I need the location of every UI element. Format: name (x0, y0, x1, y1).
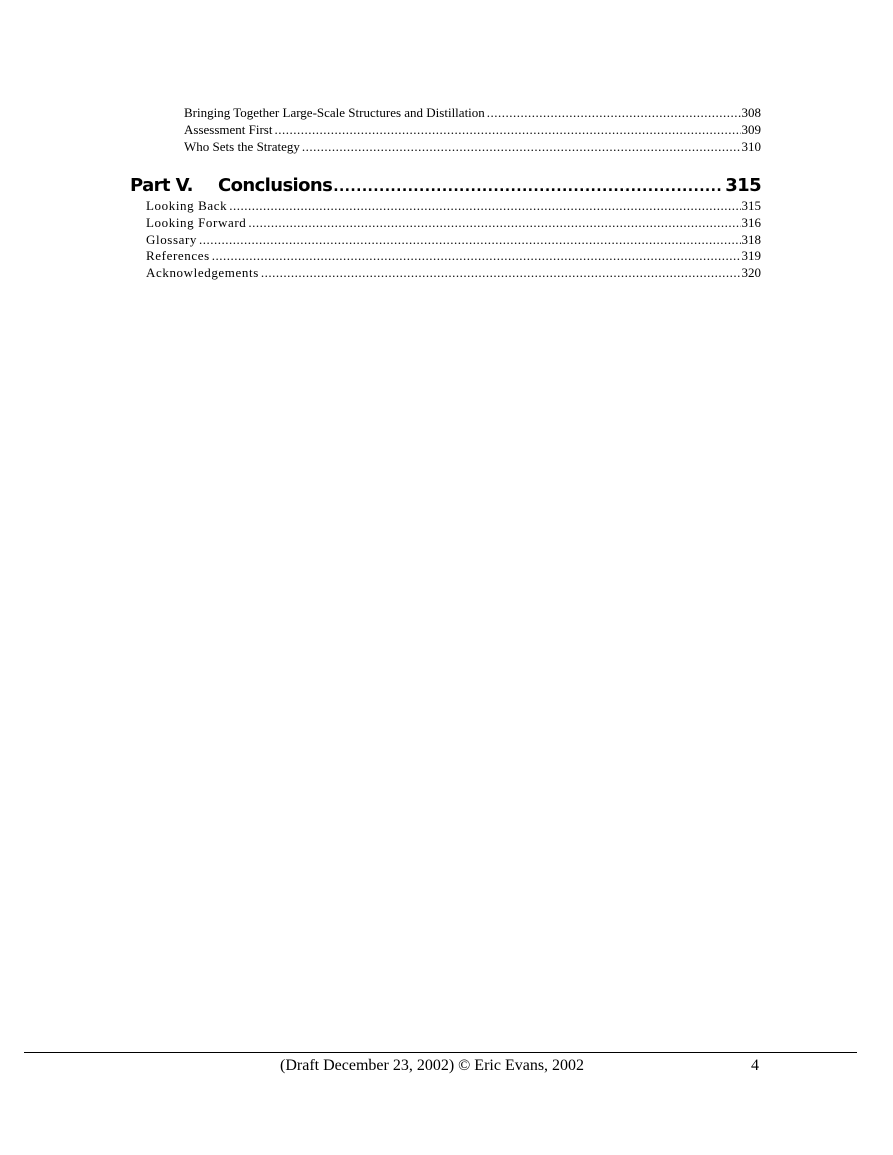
dot-leader (274, 121, 740, 138)
toc-entry-title: Glossary (146, 232, 198, 247)
toc-entry-page: 310 (741, 139, 761, 154)
toc-entry-page: 320 (741, 265, 761, 280)
toc-entry-title: References (146, 248, 210, 263)
toc-part-heading[interactable] (130, 174, 761, 198)
footer-page-number: 4 (751, 1057, 759, 1074)
toc-entry-page: 319 (741, 248, 761, 263)
dot-leader (302, 138, 741, 155)
toc-entry[interactable] (184, 121, 761, 138)
toc-entry-title: Looking Forward (146, 215, 247, 230)
toc-entry-title: Bringing Together Large-Scale Structures and Distillation (184, 105, 485, 120)
footer-copyright: (Draft December 23, 2002) © Eric Evans, 2002 (280, 1057, 585, 1074)
dot-leader (487, 104, 741, 121)
dot-leader (212, 247, 741, 264)
part-title: Conclusions (218, 175, 333, 196)
toc-entry-page: 318 (741, 232, 761, 247)
toc-entry[interactable] (184, 104, 761, 121)
toc-entry-title: Acknowledgements (146, 265, 259, 280)
toc-entry[interactable] (146, 264, 761, 281)
dot-leader (199, 231, 740, 248)
toc-entry-page: 309 (741, 122, 761, 137)
toc-entry-page: 316 (741, 215, 761, 230)
dot-leader (261, 264, 741, 281)
part-page: 315 (725, 175, 761, 196)
toc-entry[interactable] (146, 197, 761, 214)
dot-leader (248, 214, 740, 231)
dot-leader (333, 175, 723, 198)
part-number: Part V. (130, 175, 193, 196)
toc-entry-title: Assessment First (184, 122, 273, 137)
toc-entry-page: 315 (741, 198, 761, 213)
toc-entry[interactable] (146, 247, 761, 264)
toc-entry-title: Who Sets the Strategy (184, 139, 300, 154)
toc-entry[interactable] (146, 231, 761, 248)
dot-leader (229, 197, 740, 214)
toc-entry[interactable] (184, 138, 761, 155)
toc-entry[interactable] (146, 214, 761, 231)
toc-entry-page: 308 (741, 105, 761, 120)
toc-entry-title: Looking Back (146, 198, 228, 213)
footer-divider (24, 1052, 857, 1053)
